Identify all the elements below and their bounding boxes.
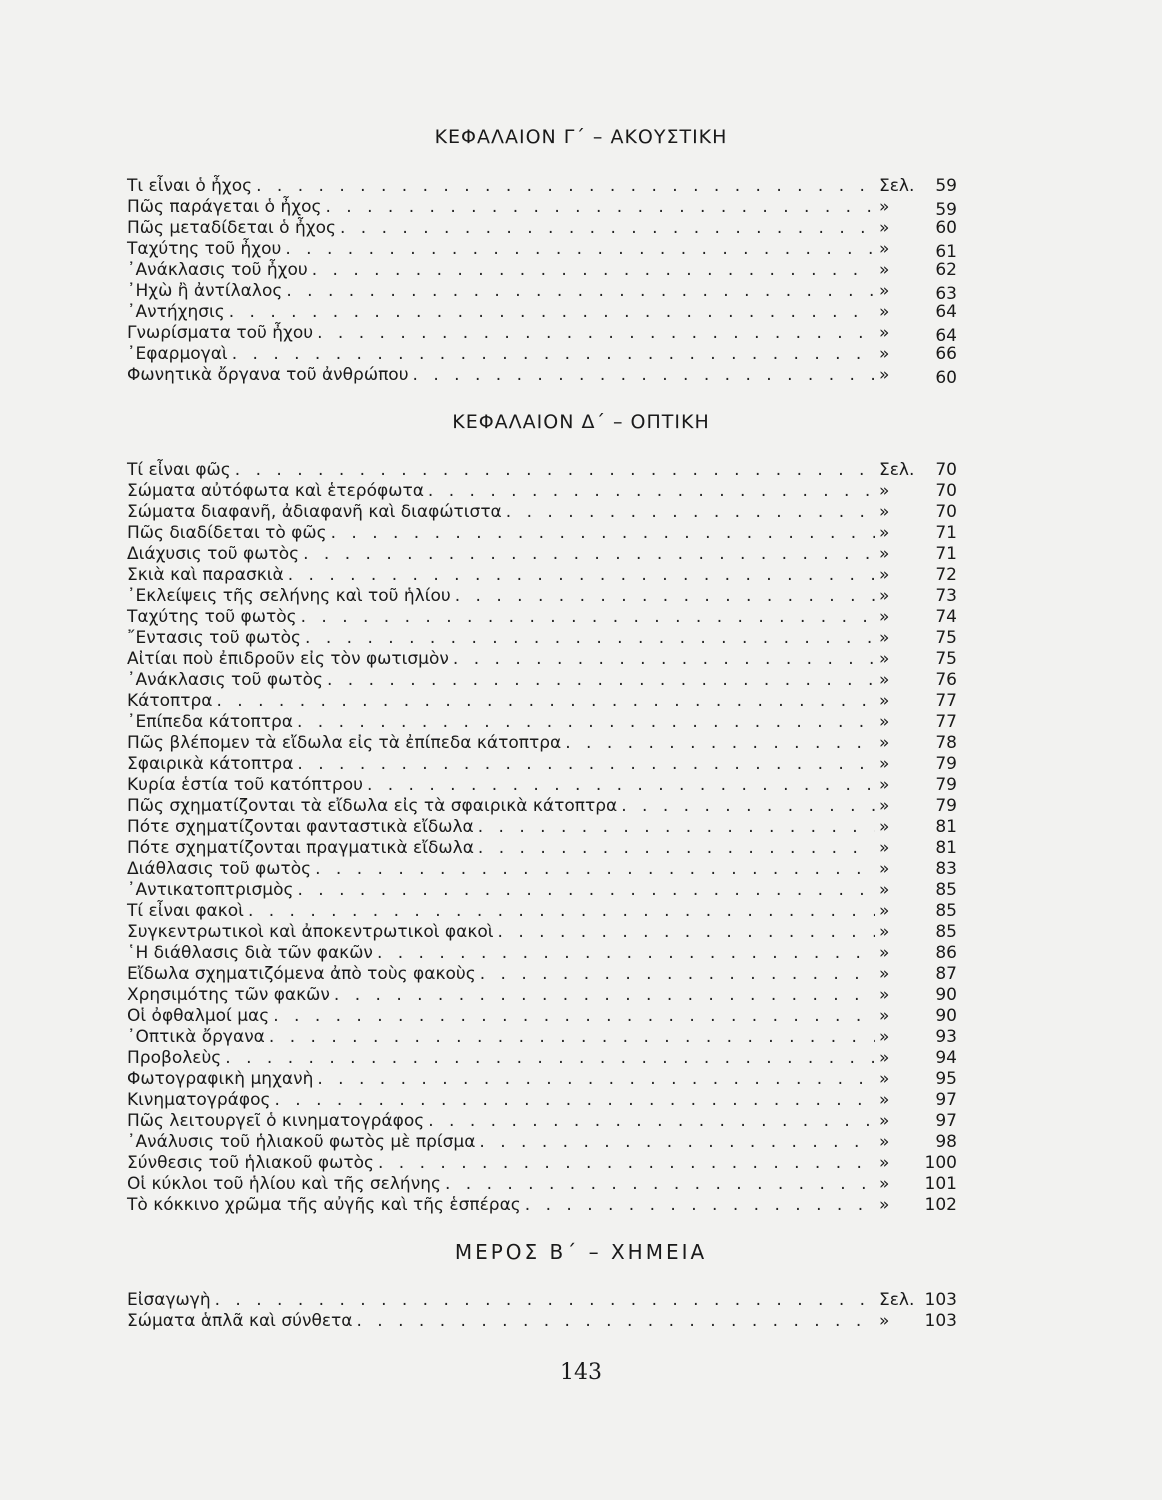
toc-entry [127,565,957,586]
toc-entry [127,649,957,670]
entry-page: 85 [935,901,957,921]
entry-page: 103 [924,1311,957,1331]
leader-dots [315,859,875,880]
chapter-heading-optics: ΚΕΦΑΛΑΙΟΝ Δ΄ – ΟΠΤΙΚΗ [452,411,710,433]
entry-page: 90 [935,985,957,1005]
leader-dots [216,691,875,712]
page-marker: » [879,880,890,900]
toc-entry [127,1132,957,1153]
leader-dots [478,838,875,859]
toc-entry [127,691,957,712]
toc-entry [127,302,957,323]
leader-dots [232,344,875,365]
page-marker: » [879,964,890,984]
entry-page: 66 [935,344,957,364]
page-marker: » [879,733,890,753]
entry-page: 60 [935,218,957,238]
entry-page: 77 [935,712,957,732]
entry-title: ῎Εντασις τοῦ φωτὸς [127,628,302,648]
entry-title: Πῶς παράγεται ὁ ἦχος [127,197,322,217]
entry-title: Τί εἶναι φακοὶ [127,901,244,921]
page-marker: » [879,344,890,364]
leader-dots [225,1048,875,1069]
leader-dots [377,943,875,964]
entry-page: 94 [935,1048,957,1068]
page-marker: » [879,985,890,1005]
leader-dots [317,323,875,344]
page-marker: » [879,1069,890,1089]
entry-title: Εἴδωλα σχηματιζόμενα ἀπὸ τοὺς φακοὺς [127,964,476,984]
toc-entry [127,754,957,775]
page-marker: » [879,1048,890,1068]
toc-entry [127,1048,957,1069]
page-marker: » [879,502,890,522]
toc-list-acoustics [127,176,957,386]
entry-page: 86 [935,943,957,963]
leader-dots [297,712,875,733]
toc-entry [127,586,957,607]
entry-page: 87 [935,964,957,984]
entry-page: 76 [935,670,957,690]
entry-title: ᾿Οπτικὰ ὄργανα [127,1027,265,1047]
entry-title: ᾿Ανάκλασις τοῦ φωτὸς [127,670,323,690]
toc-entry [127,922,957,943]
toc-entry [127,344,957,365]
page-marker: » [879,859,890,879]
entry-page: 73 [935,586,957,606]
page-marker: » [879,281,890,301]
page-marker: » [879,775,890,795]
toc-entry [127,544,957,565]
toc-entry [127,1153,957,1174]
entry-title: Πῶς βλέπομεν τὰ εἴδωλα εἰς τὰ ἐπίπεδα κάτοπτρα [127,733,562,753]
leader-dots [621,796,875,817]
entry-page: 93 [935,1027,957,1047]
entry-page: 70 [935,460,957,480]
page-marker: » [879,365,890,385]
entry-title: Πῶς διαδίδεται τὸ φῶς [127,523,327,543]
toc-entry [127,607,957,628]
page-marker: » [879,523,890,543]
page-marker: » [879,1311,890,1331]
toc-entry [127,197,957,218]
entry-page: 90 [935,1006,957,1026]
entry-title: Ταχύτης τοῦ ἦχου [127,239,282,259]
entry-page: 83 [935,859,957,879]
entry-title: Πότε σχηματίζονται φανταστικὰ εἴδωλα [127,817,474,837]
leader-dots [479,1132,875,1153]
toc-list-chemistry [127,1290,957,1332]
entry-title: Σώματα ἁπλᾶ καὶ σύνθετα [127,1311,353,1331]
leader-dots [331,523,875,544]
leader-dots [428,481,875,502]
toc-entry [127,1006,957,1027]
toc-entry [127,523,957,544]
leader-dots [480,964,875,985]
page-marker: » [879,838,890,858]
toc-list-optics [127,460,957,1216]
entry-title: Φωτογραφικὴ μηχανὴ [127,1069,314,1089]
toc-entry [127,796,957,817]
page-marker: » [879,607,890,627]
page-marker: » [879,1111,890,1131]
entry-page: 97 [935,1111,957,1131]
entry-page: 63 [935,284,957,304]
entry-title: ᾿Αντικατοπτρισμὸς [127,880,294,900]
toc-entry [127,733,957,754]
leader-dots [286,281,875,302]
leader-dots [525,1195,875,1216]
toc-entry [127,1111,957,1132]
entry-title: Σύνθεσις τοῦ ἡλιακοῦ φωτὸς [127,1153,374,1173]
entry-title: ᾿Ανάκλασις τοῦ ἦχου [127,260,308,280]
entry-page: 101 [924,1174,957,1194]
page-marker: » [879,565,890,585]
entry-page: 81 [935,838,957,858]
entry-page: 79 [935,796,957,816]
page-marker: » [879,796,890,816]
toc-entry [127,1090,957,1111]
entry-page: 98 [935,1132,957,1152]
page-marker: » [879,754,890,774]
leader-dots [288,565,875,586]
page-marker: » [879,1195,890,1215]
entry-title: Πότε σχηματίζονται πραγματικὰ εἴδωλα [127,838,474,858]
entry-page: 72 [935,565,957,585]
entry-page: 78 [935,733,957,753]
leader-dots [478,817,875,838]
toc-entry [127,985,957,1006]
leader-dots [215,1290,875,1311]
entry-page: 70 [935,502,957,522]
toc-entry [127,502,957,523]
entry-title: Διάχυσις τοῦ φωτὸς [127,544,300,564]
entry-page: 59 [935,176,957,196]
leader-dots [445,1174,875,1195]
entry-page: 70 [935,481,957,501]
page-marker: » [879,1006,890,1026]
leader-dots [285,239,875,260]
entry-title: Χρησιμότης τῶν φακῶν [127,985,330,1005]
page-number: 143 [560,1360,602,1385]
page-marker: » [879,1027,890,1047]
leader-dots [297,754,875,775]
leader-dots [498,922,875,943]
page-marker: » [879,323,890,343]
entry-page: 97 [935,1090,957,1110]
entry-title: Εἰσαγωγὴ [127,1290,211,1310]
page-marker: » [879,691,890,711]
leader-dots [317,1069,875,1090]
entry-title: Οἱ κύκλοι τοῦ ἡλίου καὶ τῆς σελήνης [127,1174,441,1194]
toc-entry [127,1195,957,1216]
entry-title: ᾿Εφαρμογαὶ [127,344,228,364]
entry-page: 81 [935,817,957,837]
entry-title: Προβολεὺς [127,1048,222,1068]
entry-page: 59 [935,200,957,220]
toc-entry [127,817,957,838]
leader-dots [256,176,875,197]
toc-entry [127,460,957,481]
entry-title: ᾿Επίπεδα κάτοπτρα [127,712,293,732]
entry-page: 85 [935,922,957,942]
entry-title: ῾Η διάθλασις διὰ τῶν φακῶν [127,943,373,963]
entry-page: 64 [935,302,957,322]
page-marker: » [879,260,890,280]
leader-dots [428,1111,875,1132]
page-marker: Σελ. [879,176,915,196]
toc-entry [127,964,957,985]
leader-dots [565,733,875,754]
entry-title: Γνωρίσματα τοῦ ἦχου [127,323,314,343]
entry-title: Πῶς λειτουργεῖ ὁ κινηματογράφος [127,1111,425,1131]
toc-entry [127,670,957,691]
leader-dots [274,1090,875,1111]
page-marker: » [879,1153,890,1173]
toc-entry [127,1290,957,1311]
entry-title: Σφαιρικὰ κάτοπτρα [127,754,294,774]
entry-page: 60 [935,368,957,388]
entry-title: ᾿Εκλείψεις τῆς σελήνης καὶ τοῦ ἡλίου [127,586,451,606]
toc-entry [127,323,957,344]
toc-entry [127,176,957,197]
entry-title: ᾿Ηχὼ ἢ ἀντίλαλος [127,281,283,301]
entry-title: Οἱ ὀφθαλμοί μας [127,1006,270,1026]
leader-dots [325,197,875,218]
toc-entry [127,775,957,796]
entry-page: 103 [924,1290,957,1310]
toc-entry [127,712,957,733]
page-marker: » [879,943,890,963]
leader-dots [235,460,875,481]
leader-dots [273,1006,875,1027]
chapter-heading-acoustics: ΚΕΦΑΛΑΙΟΝ Γ΄ – ΑΚΟΥΣΤΙΚΗ [434,126,728,148]
leader-dots [248,901,875,922]
toc-entry [127,859,957,880]
entry-page: 74 [935,607,957,627]
part-heading-chemistry: ΜΕΡΟΣ Β΄ – ΧΗΜΕΙΑ [454,1240,708,1264]
page-marker: » [879,1174,890,1194]
entry-title: Σώματα αὐτόφωτα καὶ ἑτερόφωτα [127,481,424,501]
page-marker: » [879,649,890,669]
toc-entry [127,481,957,502]
leader-dots [269,1027,875,1048]
leader-dots [356,1311,875,1332]
page-marker: » [879,544,890,564]
entry-page: 79 [935,754,957,774]
page-marker: » [879,1090,890,1110]
leader-dots [327,670,875,691]
page-marker: » [879,670,890,690]
leader-dots [303,544,875,565]
entry-title: Πῶς σχηματίζονται τὰ εἴδωλα εἰς τὰ σφαιρικὰ κάτοπτρα [127,796,618,816]
leader-dots [297,880,875,901]
entry-title: Σώματα διαφανῆ, ἀδιαφανῆ καὶ διαφώτιστα [127,502,502,522]
entry-page: 95 [935,1069,957,1089]
leader-dots [367,775,875,796]
entry-page: 64 [935,326,957,346]
entry-title: Φωνητικὰ ὄργανα τοῦ ἀνθρώπου [127,365,409,385]
page-marker: » [879,239,890,259]
entry-title: ᾿Ανάλυσις τοῦ ἡλιακοῦ φωτὸς μὲ πρίσμα [127,1132,476,1152]
toc-entry [127,901,957,922]
entry-title: Ταχύτης τοῦ φωτὸς [127,607,297,627]
entry-page: 71 [935,544,957,564]
page-marker: » [879,481,890,501]
toc-entry [127,1311,957,1332]
entry-title: ᾿Αντήχησις [127,302,225,322]
toc-entry [127,1027,957,1048]
leader-dots [378,1153,875,1174]
leader-dots [506,502,875,523]
leader-dots [229,302,875,323]
toc-entry [127,628,957,649]
entry-page: 77 [935,691,957,711]
leader-dots [312,260,875,281]
toc-entry [127,1174,957,1195]
entry-page: 75 [935,628,957,648]
leader-dots [453,649,875,670]
leader-dots [340,218,875,239]
toc-entry [127,943,957,964]
toc-entry [127,239,957,260]
entry-title: Διάθλασις τοῦ φωτὸς [127,859,312,879]
toc-entry [127,365,957,386]
entry-title: Κάτοπτρα [127,691,213,711]
entry-page: 102 [924,1195,957,1215]
entry-title: Σκιὰ καὶ παρασκιὰ [127,565,284,585]
leader-dots [455,586,875,607]
page-marker: » [879,817,890,837]
page-marker: » [879,712,890,732]
page-marker: » [879,1132,890,1152]
toc-entry [127,1069,957,1090]
toc-entry [127,260,957,281]
page-marker: » [879,922,890,942]
toc-entry [127,281,957,302]
entry-page: 75 [935,649,957,669]
leader-dots [334,985,875,1006]
entry-title: Τὸ κόκκινο χρῶμα τῆς αὐγῆς καὶ τῆς ἑσπέρας [127,1195,521,1215]
page-marker: » [879,901,890,921]
entry-title: Τι εἶναι ὁ ἦχος [127,176,253,196]
entry-page: 100 [924,1153,957,1173]
page-marker: » [879,218,890,238]
page-marker: » [879,628,890,648]
entry-page: 79 [935,775,957,795]
entry-title: Κυρία ἑστία τοῦ κατόπτρου [127,775,363,795]
page-marker: Σελ. [879,1290,915,1310]
entry-title: Συγκεντρωτικοὶ καὶ ἀποκεντρωτικοὶ φακοὶ [127,922,494,942]
page-marker: » [879,302,890,322]
entry-title: Αἰτίαι ποὺ ἐπιδροῦν εἰς τὸν φωτισμὸν [127,649,449,669]
page-marker: Σελ. [879,460,915,480]
toc-entry [127,838,957,859]
leader-dots [301,607,875,628]
entry-page: 61 [935,242,957,262]
entry-title: Κινηματογράφος [127,1090,271,1110]
entry-page: 71 [935,523,957,543]
entry-page: 62 [935,260,957,280]
entry-title: Τί εἶναι φῶς [127,460,231,480]
entry-title: Πῶς μεταδίδεται ὁ ἦχος [127,218,336,238]
leader-dots [305,628,875,649]
toc-entry [127,880,957,901]
leader-dots [413,365,875,386]
page-marker: » [879,586,890,606]
entry-page: 85 [935,880,957,900]
toc-entry [127,218,957,239]
page-marker: » [879,197,890,217]
